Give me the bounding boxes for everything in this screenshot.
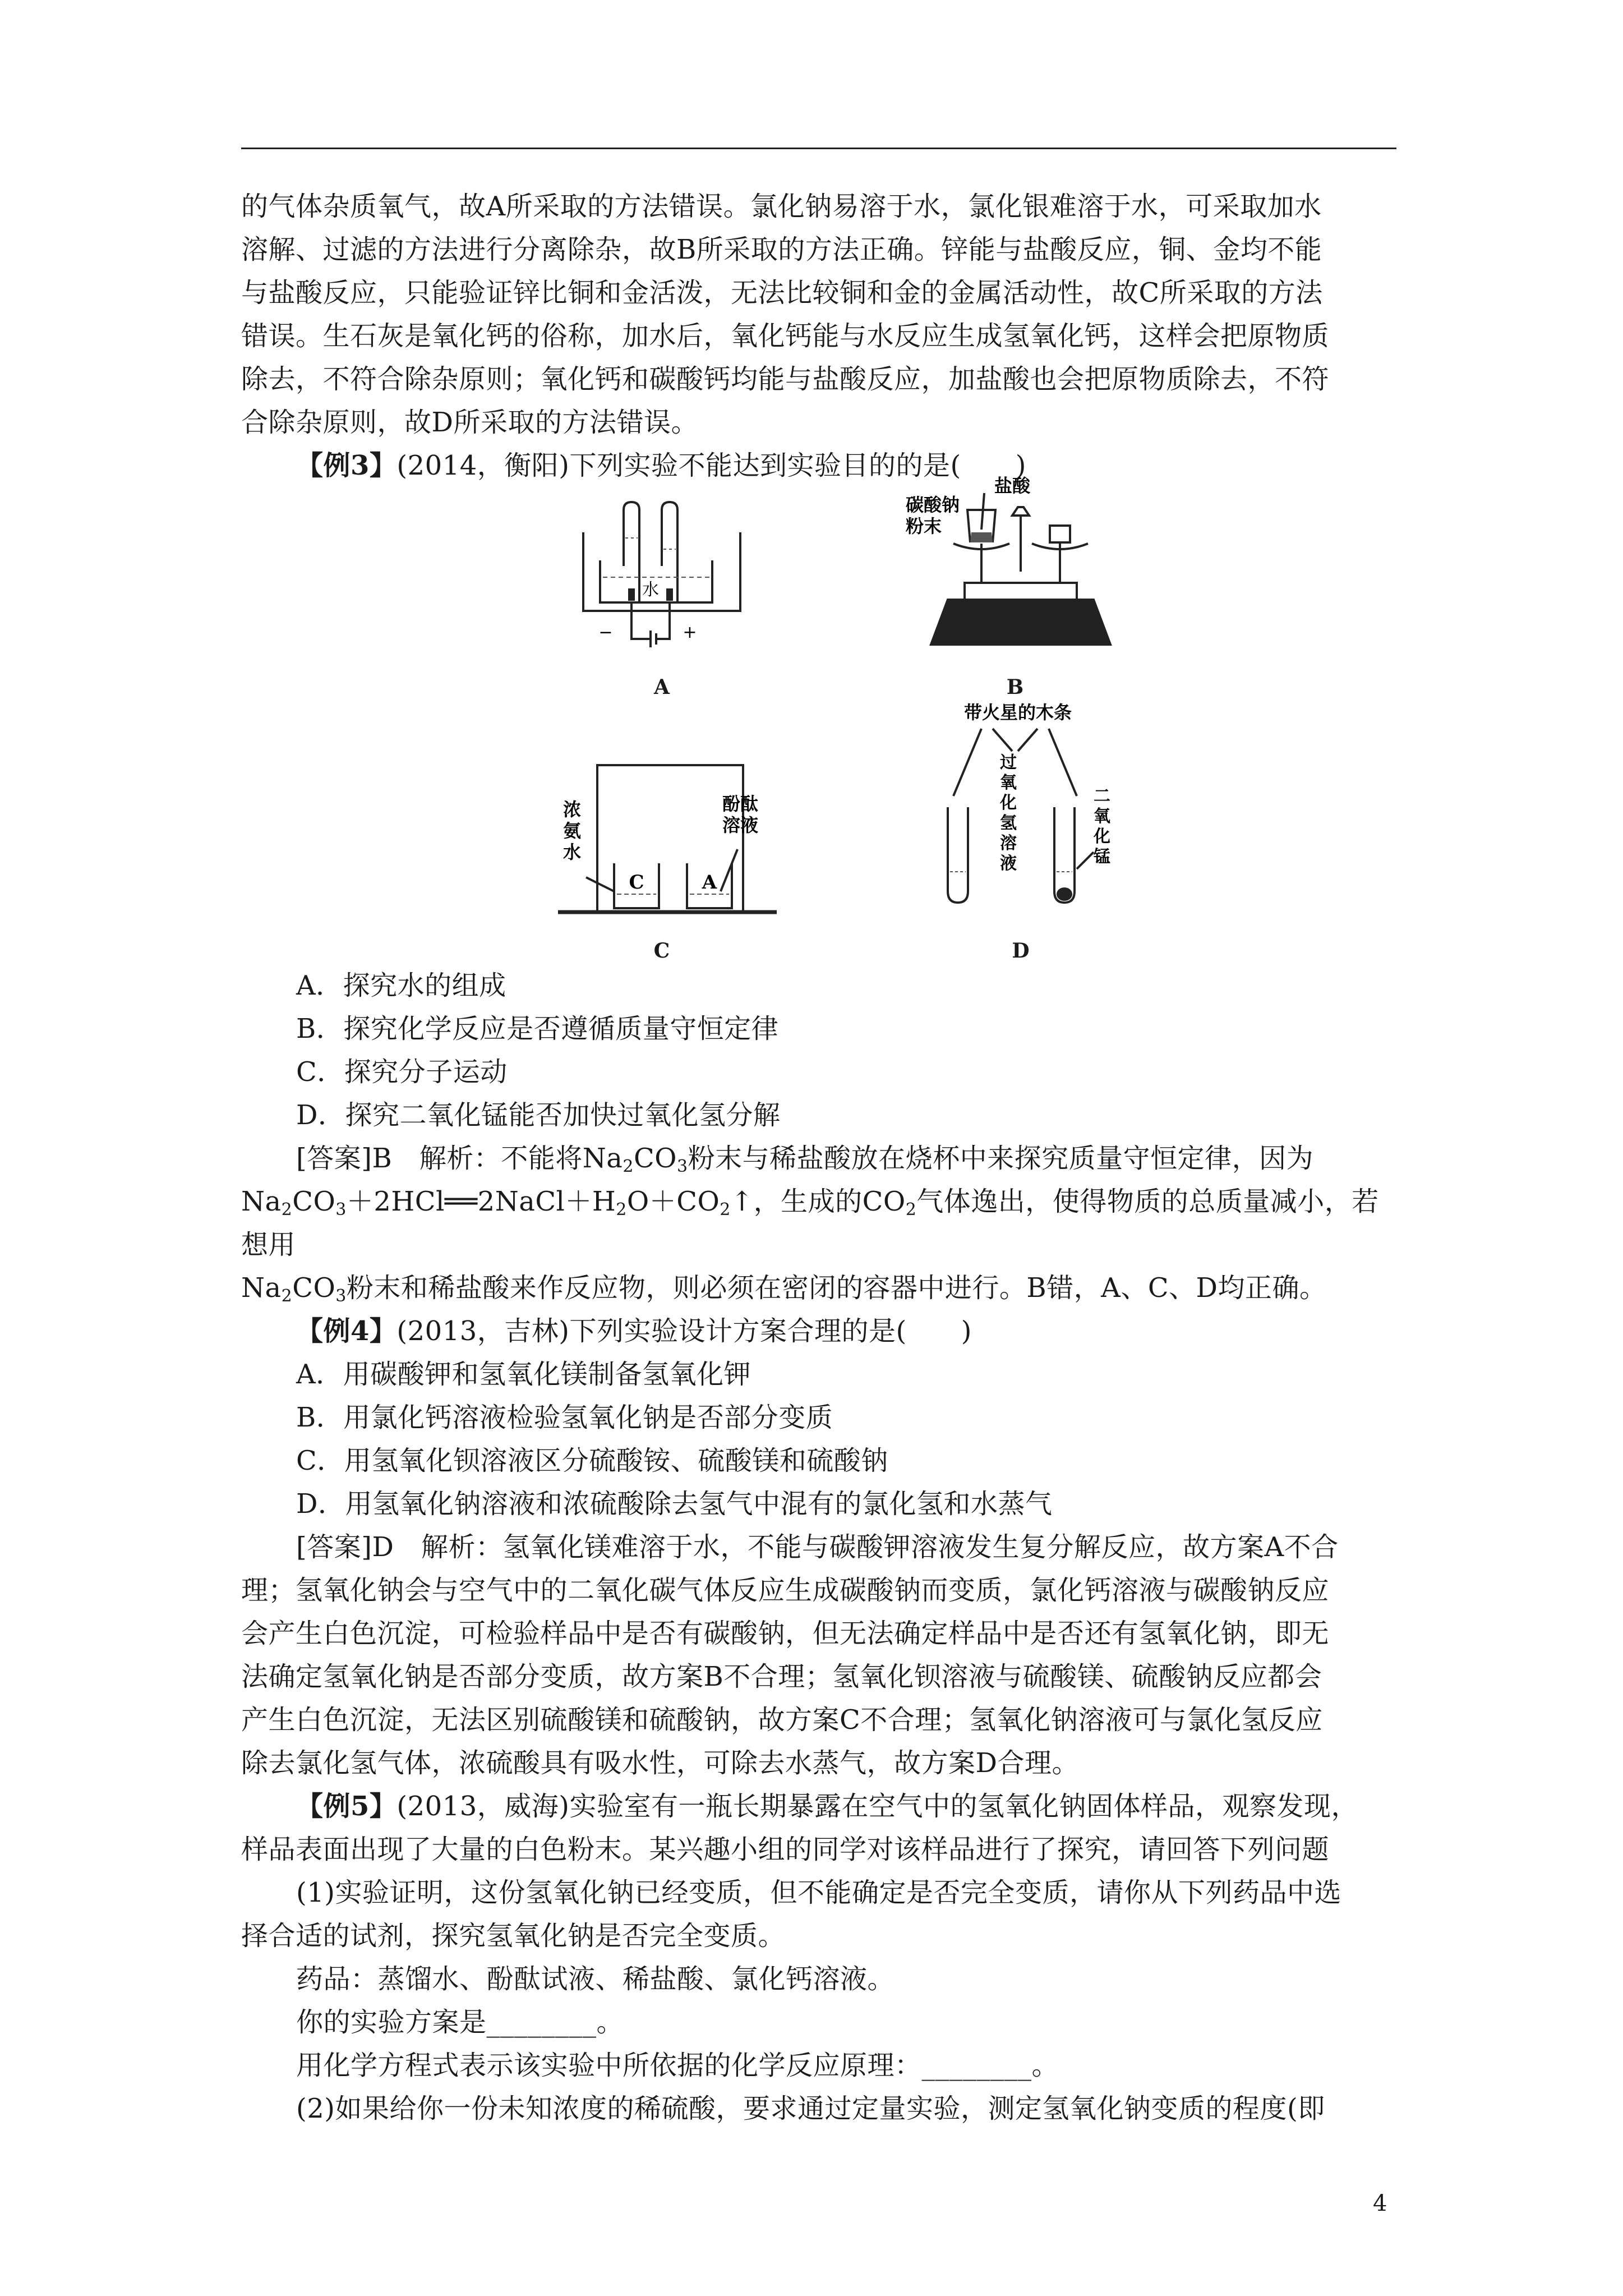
hcl-label: 盐酸: [994, 476, 1031, 496]
example-tag: 【例4】: [296, 1315, 397, 1347]
ammonia-label-2: 氨: [562, 820, 582, 841]
example-4-question: 【例4】(2013，吉林)下列实验设计方案合理的是( ): [296, 1315, 972, 1347]
figure-d-catalyst: [909, 701, 1122, 963]
example-5-equation: 用化学方程式表示该实验中所依据的化学反应原理：________。: [296, 2050, 1059, 2081]
ammonia-label-1: 浓: [562, 799, 582, 820]
figure-label-a: A: [654, 675, 670, 699]
mno2-label-4: 锰: [1094, 847, 1110, 867]
header-rule: [241, 148, 1396, 149]
example-4-answer-line: 会产生白色沉淀，可检验样品中是否有碳酸钠，但无法确定样品中是否还有氢氧化钠，即无: [241, 1618, 1330, 1649]
example-3-answer-line: $Na_2CO_3$粉末和稀盐酸来作反应物，则必须在密闭的容器中进行。B错，A、C、D均正确。: [241, 1272, 1327, 1306]
phenolphthalein-label-2: 溶液: [722, 815, 759, 836]
figure-b-balance: [903, 476, 1138, 699]
minus-label: −: [598, 623, 613, 642]
option-a: A．用碳酸钾和氢氧化镁制备氢氧化钾: [296, 1359, 751, 1390]
h2o2-label-6: 液: [1000, 854, 1017, 873]
mno2-label-3: 化: [1094, 827, 1110, 846]
powder-label: 粉末: [906, 516, 942, 537]
figure-label-c: C: [653, 939, 670, 963]
example-3-figures: [241, 476, 1400, 964]
figure-c-molecular-motion: [552, 754, 777, 963]
example-4-answer-line: 产生白色沉淀，无法区别硫酸镁和硫酸钠，故方案C不合理；氢氧化钠溶液可与氯化氢反应: [241, 1704, 1323, 1736]
page-number: 4: [1373, 2191, 1387, 2216]
example-4-answer-line: 理；氢氧化钠会与空气中的二氧化碳气体反应生成碳酸钠而变质，氯化钙溶液与碳酸钠反应: [241, 1575, 1330, 1606]
example-5-q1-line: 择合适的试剂，探究氢氧化钠是否完全变质。: [241, 1920, 786, 1952]
mno2-label-2: 氧: [1094, 807, 1110, 826]
example-tag: 【例5】: [296, 1791, 397, 1822]
h2o2-label-4: 氢: [1000, 813, 1017, 833]
h2o2-label-2: 氧: [1000, 773, 1017, 793]
example-4-answer-line: 除去氯化氢气体，浓硫酸具有吸水性，可除去水蒸气，故方案D合理。: [241, 1747, 1079, 1779]
page-content: [241, 185, 1400, 2131]
example-5-question: 【例5】(2013，威海)实验室有一瓶长期暴露在空气中的氢氧化钠固体样品，观察发现，: [296, 1791, 1359, 1822]
glowing-stick-label: 带火星的木条: [963, 702, 1072, 723]
paragraph-line: 与盐酸反应，只能验证锌比铜和金活泼，无法比较铜和金的金属活动性，故C所采取的方法: [241, 277, 1323, 309]
h2o2-label-5: 溶: [1000, 834, 1017, 853]
water-label: 水: [642, 580, 659, 600]
beaker-a-label: A: [702, 871, 717, 894]
phenolphthalein-label-1: 酚酞: [722, 793, 759, 815]
ammonia-label-3: 水: [562, 841, 582, 863]
balance-apparatus: [903, 476, 1138, 661]
option-c: C．探究分子运动: [296, 1056, 508, 1088]
sodium-carbonate-label: 碳酸钠: [906, 494, 960, 516]
example-5-q1-line: (1)实验证明，这份氢氧化钠已经变质，但不能确定是否完全变质，请你从下列药品中选: [296, 1877, 1341, 1908]
example-5-reagents: 药品：蒸馏水、酚酞试液、稀盐酸、氯化钙溶液。: [296, 1963, 895, 1995]
example-4-answer-line: [答案]D 解析：氢氧化镁难溶于水，不能与碳酸钾溶液发生复分解反应，故方案A不合: [296, 1531, 1339, 1563]
example-3-answer-line: [答案]B 解析：不能将$Na_2CO_3$粉末与稀盐酸放在烧杯中来探究质量守恒定律，因为: [296, 1143, 1314, 1176]
beaker-c-label: C: [629, 871, 644, 894]
figure-label-b: B: [1006, 675, 1024, 699]
example-5-line: 样品表面出现了大量的白色粉末。某兴趣小组的同学对该样品进行了探究，请回答下列问题: [241, 1834, 1330, 1865]
paragraph-line: 除去，不符合除杂原则；氧化钙和碳酸钙均能与盐酸反应，加盐酸也会把原物质除去，不符: [241, 364, 1330, 395]
paragraph-line: 的气体杂质氧气，故A所采取的方法错误。氯化钠易溶于水，氯化银难溶于水，可采取加水: [241, 191, 1322, 222]
example-3-answer-line: $Na_2CO_3+2HCl══2NaCl+H_2O+CO_2↑$，生成的$CO_2$气体逸出，使得物质的总质量减小，若想用: [241, 1186, 1379, 1260]
example-4-answer-line: 法确定氢氧化钠是否部分变质，故方案B不合理；氢氧化钡溶液与硫酸镁、硫酸钠反应都会: [241, 1661, 1322, 1692]
option-b: B．探究化学反应是否遵循质量守恒定律: [296, 1013, 779, 1045]
figure-label-d: D: [1012, 939, 1030, 963]
paragraph-line: 溶解、过滤的方法进行分离除杂，故B所采取的方法正确。锌能与盐酸反应，铜、金均不能: [241, 234, 1322, 265]
option-d: D．用氢氧化钠溶液和浓硫酸除去氢气中混有的氯化氢和水蒸气: [296, 1488, 1053, 1520]
paragraph-line: 错误。生石灰是氧化钙的俗称，加水后，氧化钙能与水反应生成氢氧化钙，这样会把原物质: [241, 320, 1330, 352]
example-5-plan: 你的实验方案是________。: [296, 2007, 624, 2038]
molecular-motion-apparatus: [552, 754, 777, 917]
example-5-q2: (2)如果给你一份未知浓度的稀硫酸，要求通过定量实验，测定氢氧化钠变质的程度(即: [296, 2093, 1325, 2124]
mno2-label-1: 二: [1094, 786, 1110, 806]
option-a: A．探究水的组成: [296, 970, 506, 1001]
example-3-question: 【例3】(2014，衡阳)下列实验不能达到实验目的的是( ): [296, 450, 1026, 481]
figure-a-electrolysis: [572, 499, 751, 699]
option-c: C．用氢氧化钡溶液区分硫酸铵、硫酸镁和硫酸钠: [296, 1445, 888, 1476]
h2o2-label-1: 过: [1000, 753, 1017, 772]
h2o2-label-3: 化: [1000, 793, 1017, 813]
option-d: D．探究二氧化锰能否加快过氧化氢分解: [296, 1099, 781, 1131]
paragraph-line: 合除杂原则，故D所采取的方法错误。: [241, 407, 698, 438]
option-b: B．用氯化钙溶液检验氢氧化钠是否部分变质: [296, 1402, 833, 1433]
catalyst-apparatus: [909, 701, 1122, 914]
plus-label: +: [683, 623, 697, 642]
electrolysis-apparatus: [572, 499, 751, 650]
example-tag: 【例3】: [296, 450, 397, 481]
